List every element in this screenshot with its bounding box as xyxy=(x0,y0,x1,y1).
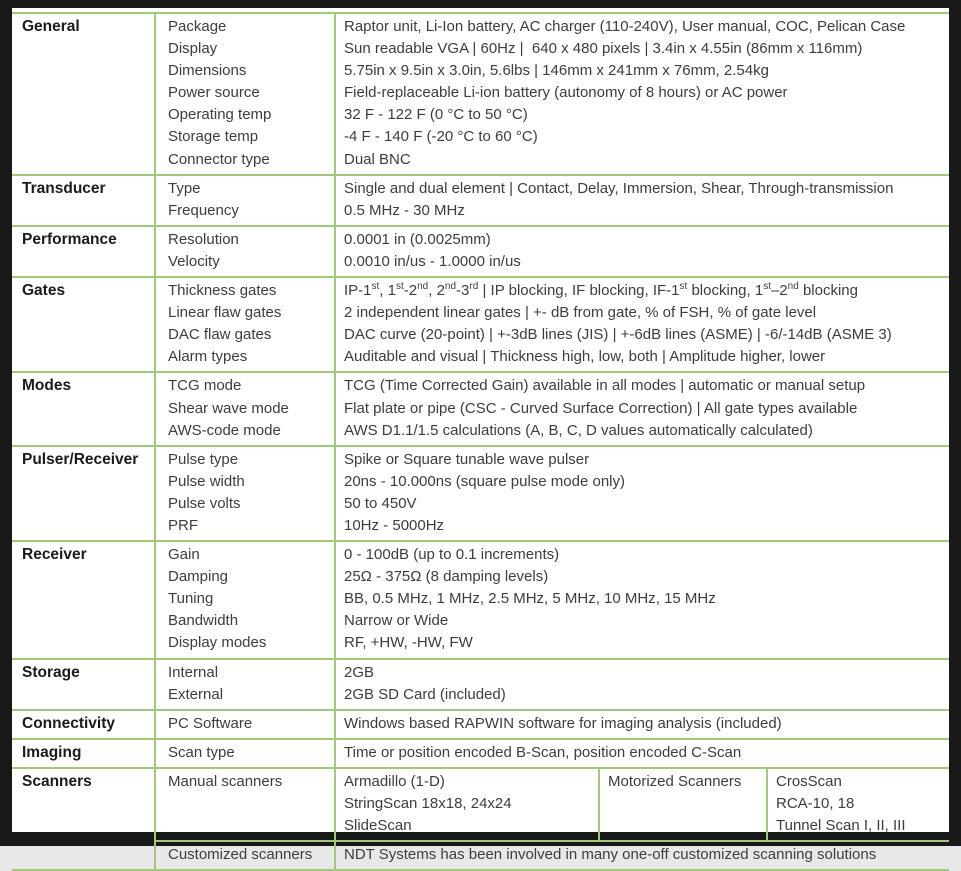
value-text: Flat plate or pipe (CSC - Curved Surface Correction) | All gate types available xyxy=(344,399,858,417)
value-text: StringScan 18x18, 24x24 xyxy=(344,795,512,812)
spec-row-storage xyxy=(12,659,949,710)
property-cell xyxy=(155,175,335,226)
property-label: TCG mode xyxy=(168,377,242,395)
value-text: 10Hz - 5000Hz xyxy=(344,516,445,534)
property-cell xyxy=(155,659,335,710)
value-text: 5.75in x 9.5in x 3.0in, 5.6lbs | 146mm x 241mm x 76mm, 2.54kg xyxy=(344,62,769,80)
value-text: 2GB xyxy=(344,663,375,681)
property-label: Storage temp xyxy=(168,128,259,146)
value-cell xyxy=(335,768,949,841)
value-text: Single and dual element | Contact, Delay, Immersion, Shear, Through-transmission xyxy=(344,179,894,197)
property-label: Dimensions xyxy=(168,62,247,80)
property-cell xyxy=(155,768,335,841)
value-text: RF, +HW, -HW, FW xyxy=(344,634,473,652)
spec-row-gates xyxy=(12,277,949,372)
value-text: Raptor unit, Li-Ion battery, AC charger (110-240V), User manual, COC, Pelican Case xyxy=(344,18,906,35)
category-label: Scanners xyxy=(22,772,92,790)
value-text: Motorized Scanners xyxy=(608,772,742,790)
category-label: Receiver xyxy=(22,546,87,564)
value-text: Narrow or Wide xyxy=(344,612,449,630)
category-label: Connectivity xyxy=(22,714,116,732)
category-cell xyxy=(12,13,155,175)
property-cell xyxy=(155,841,335,870)
value-cell xyxy=(335,175,949,226)
property-label: Thickness gates xyxy=(168,282,277,300)
value-text: DAC curve (20-point) | +-3dB lines (JIS) | +-6dB lines (ASME) | -6/-14dB (ASME 3) xyxy=(344,326,892,344)
category-cell xyxy=(12,659,155,710)
category-label: Pulser/Receiver xyxy=(22,450,139,468)
property-label: Type xyxy=(168,179,201,197)
value-cell xyxy=(335,277,949,372)
value-text: 0.0001 in (0.0025mm) xyxy=(344,230,491,248)
scanner-subcolumn xyxy=(598,769,766,840)
value-text: 25Ω - 375Ω (8 damping levels) xyxy=(344,568,549,586)
value-cell xyxy=(335,710,949,739)
category-cell xyxy=(12,710,155,739)
property-cell xyxy=(155,541,335,658)
spec-row-connectivity xyxy=(12,710,949,739)
property-label: Alarm types xyxy=(168,348,248,366)
property-cell xyxy=(155,13,335,175)
scanner-subcolumn xyxy=(766,769,949,840)
value-text: RCA-10, 18 xyxy=(776,795,855,812)
value-text: 32 F - 122 F (0 °C to 50 °C) xyxy=(344,106,528,124)
property-cell xyxy=(155,739,335,768)
property-label: Display xyxy=(168,40,218,58)
category-label: Imaging xyxy=(22,743,82,761)
category-cell xyxy=(12,277,155,372)
value-text: 0.5 MHz - 30 MHz xyxy=(344,201,465,219)
category-cell xyxy=(12,372,155,445)
value-text: 20ns - 10.000ns (square pulse mode only) xyxy=(344,472,626,490)
property-label: PC Software xyxy=(168,714,253,732)
property-label: External xyxy=(168,685,224,703)
value-text: TCG (Time Corrected Gain) available in all modes | automatic or manual setup xyxy=(344,377,866,395)
category-label: Transducer xyxy=(22,179,106,197)
category-cell xyxy=(12,175,155,226)
property-label: Gain xyxy=(168,546,200,564)
value-text: 50 to 450V xyxy=(344,494,417,512)
spec-row-imaging xyxy=(12,739,949,768)
property-label: AWS-code mode xyxy=(168,421,281,439)
property-label: Customized scanners xyxy=(168,846,313,864)
property-label: Display modes xyxy=(168,634,267,652)
property-label: Shear wave mode xyxy=(168,399,289,417)
property-label: Resolution xyxy=(168,230,239,248)
value-text: 0.0010 in/us - 1.0000 in/us xyxy=(344,252,521,270)
value-text: Windows based RAPWIN software for imaging analysis (included) xyxy=(344,714,782,732)
value-text: Armadillo (1-D) xyxy=(344,772,445,790)
property-label: Package xyxy=(168,18,227,35)
property-cell xyxy=(155,372,335,445)
category-cell xyxy=(12,446,155,541)
property-label: Damping xyxy=(168,568,229,586)
category-label: Modes xyxy=(22,377,72,395)
property-label: Pulse volts xyxy=(168,494,241,512)
value-text: IP-1st, 1st-2nd, 2nd-3rd | IP blocking, IF blocking, IF-1st blocking, 1st–2nd blocking xyxy=(344,281,858,300)
value-text: Sun readable VGA | 60Hz | 640 x 480 pixels | 3.4in x 4.55in (86mm x 116mm) xyxy=(344,40,863,58)
category-cell xyxy=(12,226,155,277)
value-text: AWS D1.1/1.5 calculations (A, B, C, D values automatically calculated) xyxy=(344,421,813,439)
property-label: Scan type xyxy=(168,743,235,761)
category-label: General xyxy=(22,18,80,35)
scanner-subcolumns xyxy=(336,769,949,840)
value-cell xyxy=(335,659,949,710)
category-label: Gates xyxy=(22,282,66,300)
property-cell xyxy=(155,446,335,541)
property-label: Linear flaw gates xyxy=(168,304,282,322)
property-label: Tuning xyxy=(168,590,214,608)
value-text: Time or position encoded B-Scan, position encoded C-Scan xyxy=(344,743,742,761)
value-text: -4 F - 140 F (-20 °C to 60 °C) xyxy=(344,128,538,146)
value-cell xyxy=(335,841,949,870)
value-text: SlideScan xyxy=(344,817,412,835)
value-text: BB, 0.5 MHz, 1 MHz, 2.5 MHz, 5 MHz, 10 MHz, 15 MHz xyxy=(344,590,716,608)
value-cell xyxy=(335,13,949,175)
property-label: Power source xyxy=(168,84,260,102)
spec-row-performance xyxy=(12,226,949,277)
spec-row-general xyxy=(12,13,949,175)
property-label: Bandwidth xyxy=(168,612,239,630)
spec-row-pulser-receiver xyxy=(12,446,949,541)
property-label: Internal xyxy=(168,663,219,681)
value-cell xyxy=(335,739,949,768)
category-label: Performance xyxy=(22,230,117,248)
category-cell xyxy=(12,768,155,870)
property-label: DAC flaw gates xyxy=(168,326,272,344)
specifications-table-body xyxy=(12,13,949,870)
specifications-table xyxy=(12,12,949,871)
value-cell xyxy=(335,372,949,445)
property-label: Pulse type xyxy=(168,450,239,468)
property-cell xyxy=(155,277,335,372)
property-label: Pulse width xyxy=(168,472,245,490)
value-text: CrosScan xyxy=(776,772,842,790)
value-text: Tunnel Scan I, II, III xyxy=(776,817,906,835)
value-text: Field-replaceable Li-ion battery (autonomy of 8 hours) or AC power xyxy=(344,84,788,102)
property-cell xyxy=(155,226,335,277)
property-label: Manual scanners xyxy=(168,772,283,790)
category-label: Storage xyxy=(22,663,80,681)
value-cell xyxy=(335,226,949,277)
value-text: NDT Systems has been involved in many one-off customized scanning solutions xyxy=(344,846,877,864)
value-text: 2GB SD Card (included) xyxy=(344,685,506,703)
category-cell xyxy=(12,739,155,768)
value-text: Dual BNC xyxy=(344,150,411,168)
property-label: Operating temp xyxy=(168,106,272,124)
value-text: 2 independent linear gates | +- dB from gate, % of FSH, % of gate level xyxy=(344,304,817,322)
category-cell xyxy=(12,541,155,658)
spec-sheet-page xyxy=(12,8,949,864)
property-label: Velocity xyxy=(168,252,220,270)
value-cell xyxy=(335,541,949,658)
value-text: Spike or Square tunable wave pulser xyxy=(344,450,590,468)
value-cell xyxy=(335,446,949,541)
spec-row-modes xyxy=(12,372,949,445)
value-text: Auditable and visual | Thickness high, low, both | Amplitude higher, lower xyxy=(344,348,826,366)
value-text: 0 - 100dB (up to 0.1 increments) xyxy=(344,546,560,564)
spec-row-scanners xyxy=(12,768,949,841)
property-label: PRF xyxy=(168,516,198,534)
scanner-subcolumn xyxy=(336,769,598,840)
property-label: Connector type xyxy=(168,150,270,168)
property-cell xyxy=(155,710,335,739)
spec-row-receiver xyxy=(12,541,949,658)
property-label: Frequency xyxy=(168,201,239,219)
spec-row-transducer xyxy=(12,175,949,226)
